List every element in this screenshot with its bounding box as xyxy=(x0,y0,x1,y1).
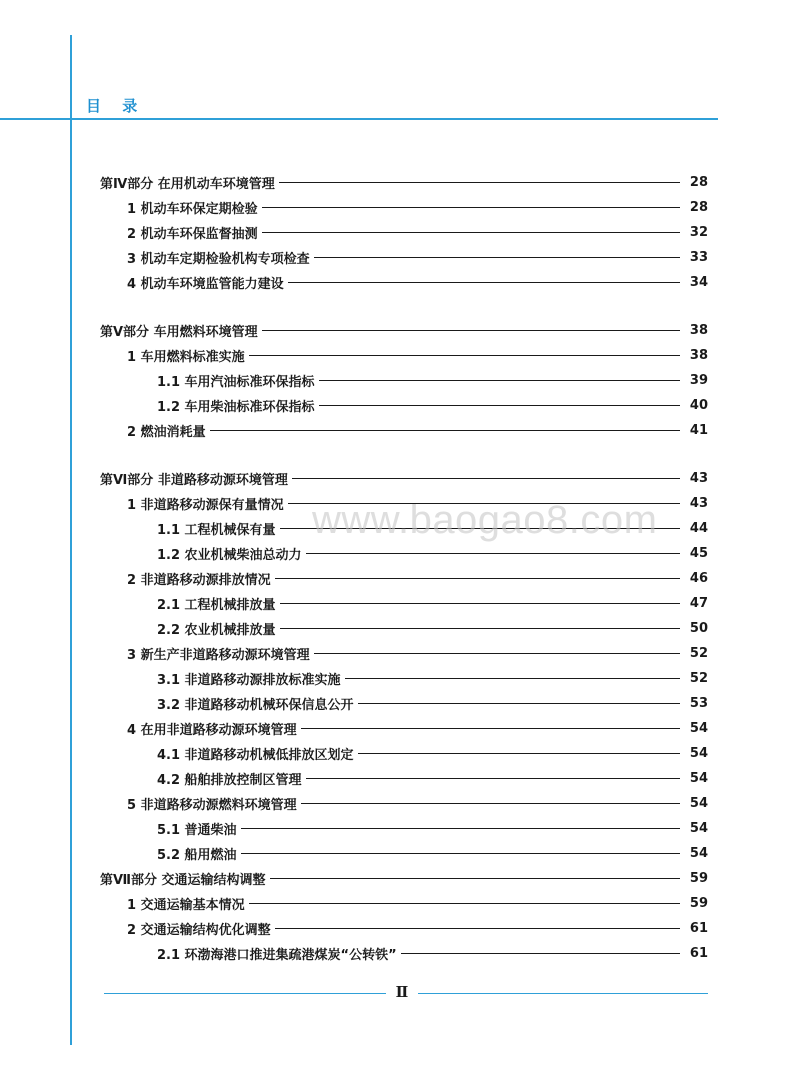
toc-entry[interactable] xyxy=(157,843,708,863)
toc-entry[interactable] xyxy=(157,618,708,638)
toc-entry-page: 28 xyxy=(689,174,708,190)
toc-leader-line xyxy=(358,703,680,704)
toc-entry-page: 32 xyxy=(689,224,708,240)
toc-entry-page: 34 xyxy=(689,274,708,290)
toc-entry-label: 2 燃油消耗量 xyxy=(127,424,206,440)
toc-entry-label: 1.2 车用柴油标准环保指标 xyxy=(157,399,315,415)
toc-entry[interactable] xyxy=(157,543,708,563)
toc-leader-line xyxy=(301,803,680,804)
toc-leader-line xyxy=(301,728,680,729)
toc-leader-line xyxy=(401,953,680,954)
toc-entry-label: 5.2 船用燃油 xyxy=(157,847,237,863)
toc-entry-label: 第Ⅶ部分 交通运输结构调整 xyxy=(100,872,266,888)
toc-entry-label: 1 机动车环保定期检验 xyxy=(127,201,258,217)
toc-leader-line xyxy=(280,603,680,604)
toc-entry-page: 28 xyxy=(689,199,708,215)
toc-leader-line xyxy=(292,478,680,479)
toc-leader-line xyxy=(241,828,680,829)
toc-entry[interactable] xyxy=(157,743,708,763)
toc-entry[interactable] xyxy=(127,793,708,813)
toc-leader-line xyxy=(262,207,680,208)
toc-entry[interactable] xyxy=(100,320,708,340)
toc-entry[interactable] xyxy=(157,593,708,613)
toc-entry-page: 47 xyxy=(689,595,708,611)
toc-entry-label: 1.1 车用汽油标准环保指标 xyxy=(157,374,315,390)
page-title: 目 录 xyxy=(86,97,146,115)
toc-leader-line xyxy=(306,553,680,554)
toc-entry-page: 54 xyxy=(689,820,708,836)
toc-leader-line xyxy=(275,928,680,929)
toc-entry[interactable] xyxy=(127,222,708,242)
toc-entry-label: 2.1 工程机械排放量 xyxy=(157,597,276,613)
toc-entry-page: 54 xyxy=(689,745,708,761)
toc-leader-line xyxy=(279,182,680,183)
toc-entry[interactable] xyxy=(127,345,708,365)
toc-entry[interactable] xyxy=(127,272,708,292)
toc-entry-label: 4.1 非道路移动机械低排放区划定 xyxy=(157,747,354,763)
toc-leader-line xyxy=(345,678,680,679)
toc-entry-page: 52 xyxy=(689,670,708,686)
toc-entry[interactable] xyxy=(127,247,708,267)
toc-entry-page: 40 xyxy=(689,397,708,413)
toc-entry-page: 46 xyxy=(689,570,708,586)
toc-entry-page: 59 xyxy=(689,895,708,911)
toc-entry-page: 54 xyxy=(689,770,708,786)
toc-entry[interactable] xyxy=(127,568,708,588)
toc-entry-page: 52 xyxy=(689,645,708,661)
toc-leader-line xyxy=(270,878,680,879)
toc-entry[interactable] xyxy=(157,370,708,390)
toc-entry-page: 41 xyxy=(689,422,708,438)
toc-leader-line xyxy=(314,653,680,654)
toc-entry-page: 39 xyxy=(689,372,708,388)
toc-entry-page: 43 xyxy=(689,470,708,486)
toc-entry-label: 4.2 船舶排放控制区管理 xyxy=(157,772,302,788)
toc-entry-label: 第Ⅴ部分 车用燃料环境管理 xyxy=(100,324,258,340)
toc-leader-line xyxy=(314,257,680,258)
toc-entry[interactable] xyxy=(100,868,708,888)
toc-entry-page: 45 xyxy=(689,545,708,561)
toc-entry-page: 61 xyxy=(689,920,708,936)
toc-entry-page: 44 xyxy=(689,520,708,536)
toc-entry-page: 61 xyxy=(689,945,708,961)
toc-leader-line xyxy=(249,903,680,904)
toc-leader-line xyxy=(280,628,680,629)
toc-entry[interactable] xyxy=(157,943,708,963)
toc-entry-label: 3.2 非道路移动机械环保信息公开 xyxy=(157,697,354,713)
watermark: www.baogao8.com xyxy=(312,498,658,542)
toc-entry-page: 38 xyxy=(689,322,708,338)
toc-entry-label: 1.2 农业机械柴油总动力 xyxy=(157,547,302,563)
toc-leader-line xyxy=(275,578,680,579)
toc-entry-page: 43 xyxy=(689,495,708,511)
footer-page-number: Ⅱ xyxy=(395,983,409,1001)
toc-entry-label: 2 非道路移动源排放情况 xyxy=(127,572,271,588)
toc-leader-line xyxy=(249,355,680,356)
toc-entry-page: 33 xyxy=(689,249,708,265)
toc-entry-page: 53 xyxy=(689,695,708,711)
toc-entry[interactable] xyxy=(100,468,708,488)
toc-leader-line xyxy=(306,778,680,779)
toc-entry[interactable] xyxy=(157,768,708,788)
toc-entry[interactable] xyxy=(157,818,708,838)
toc-entry[interactable] xyxy=(127,197,708,217)
toc-entry-label: 2.1 环渤海港口推进集疏港煤炭“公转铁” xyxy=(157,947,397,963)
toc-leader-line xyxy=(319,405,680,406)
toc-entry-page: 54 xyxy=(689,795,708,811)
toc-leader-line xyxy=(262,330,680,331)
toc-entry-label: 2 交通运输结构优化调整 xyxy=(127,922,271,938)
toc-leader-line xyxy=(319,380,680,381)
toc-entry-page: 50 xyxy=(689,620,708,636)
toc-entry[interactable] xyxy=(157,693,708,713)
toc-entry-label: 1 交通运输基本情况 xyxy=(127,897,245,913)
toc-entry-label: 第Ⅳ部分 在用机动车环境管理 xyxy=(100,176,275,192)
toc-entry-label: 4 机动车环境监管能力建设 xyxy=(127,276,284,292)
toc-entry-page: 54 xyxy=(689,720,708,736)
toc-entry-page: 54 xyxy=(689,845,708,861)
toc-entry-label: 3.1 非道路移动源排放标准实施 xyxy=(157,672,341,688)
toc-entry[interactable] xyxy=(127,643,708,663)
toc-entry-label: 3 机动车定期检验机构专项检查 xyxy=(127,251,310,267)
footer-rule-right xyxy=(418,993,708,994)
toc-entry-page: 38 xyxy=(689,347,708,363)
toc-entry-page: 59 xyxy=(689,870,708,886)
toc-entry-label: 2.2 农业机械排放量 xyxy=(157,622,276,638)
toc-leader-line xyxy=(210,430,680,431)
toc-entry[interactable] xyxy=(100,172,708,192)
toc-entry-label: 4 在用非道路移动源环境管理 xyxy=(127,722,297,738)
toc-entry[interactable] xyxy=(127,420,708,440)
toc-entry[interactable] xyxy=(127,893,708,913)
toc-entry-label: 第Ⅵ部分 非道路移动源环境管理 xyxy=(100,472,288,488)
toc-entry[interactable] xyxy=(157,395,708,415)
toc-leader-line xyxy=(241,853,680,854)
toc-entry-label: 2 机动车环保监督抽测 xyxy=(127,226,258,242)
toc-entry-label: 1.1 工程机械保有量 xyxy=(157,522,276,538)
toc-leader-line xyxy=(262,232,680,233)
toc-entry[interactable] xyxy=(127,918,708,938)
toc-entry[interactable] xyxy=(127,718,708,738)
toc-leader-line xyxy=(358,753,680,754)
toc-entry-label: 1 非道路移动源保有量情况 xyxy=(127,497,284,513)
toc-entry-label: 5 非道路移动源燃料环境管理 xyxy=(127,797,297,813)
toc-entry[interactable] xyxy=(157,668,708,688)
toc-leader-line xyxy=(288,282,680,283)
toc-entry-label: 5.1 普通柴油 xyxy=(157,822,237,838)
toc-entry-label: 1 车用燃料标准实施 xyxy=(127,349,245,365)
toc-entry-label: 3 新生产非道路移动源环境管理 xyxy=(127,647,310,663)
footer-rule-left xyxy=(104,993,386,994)
